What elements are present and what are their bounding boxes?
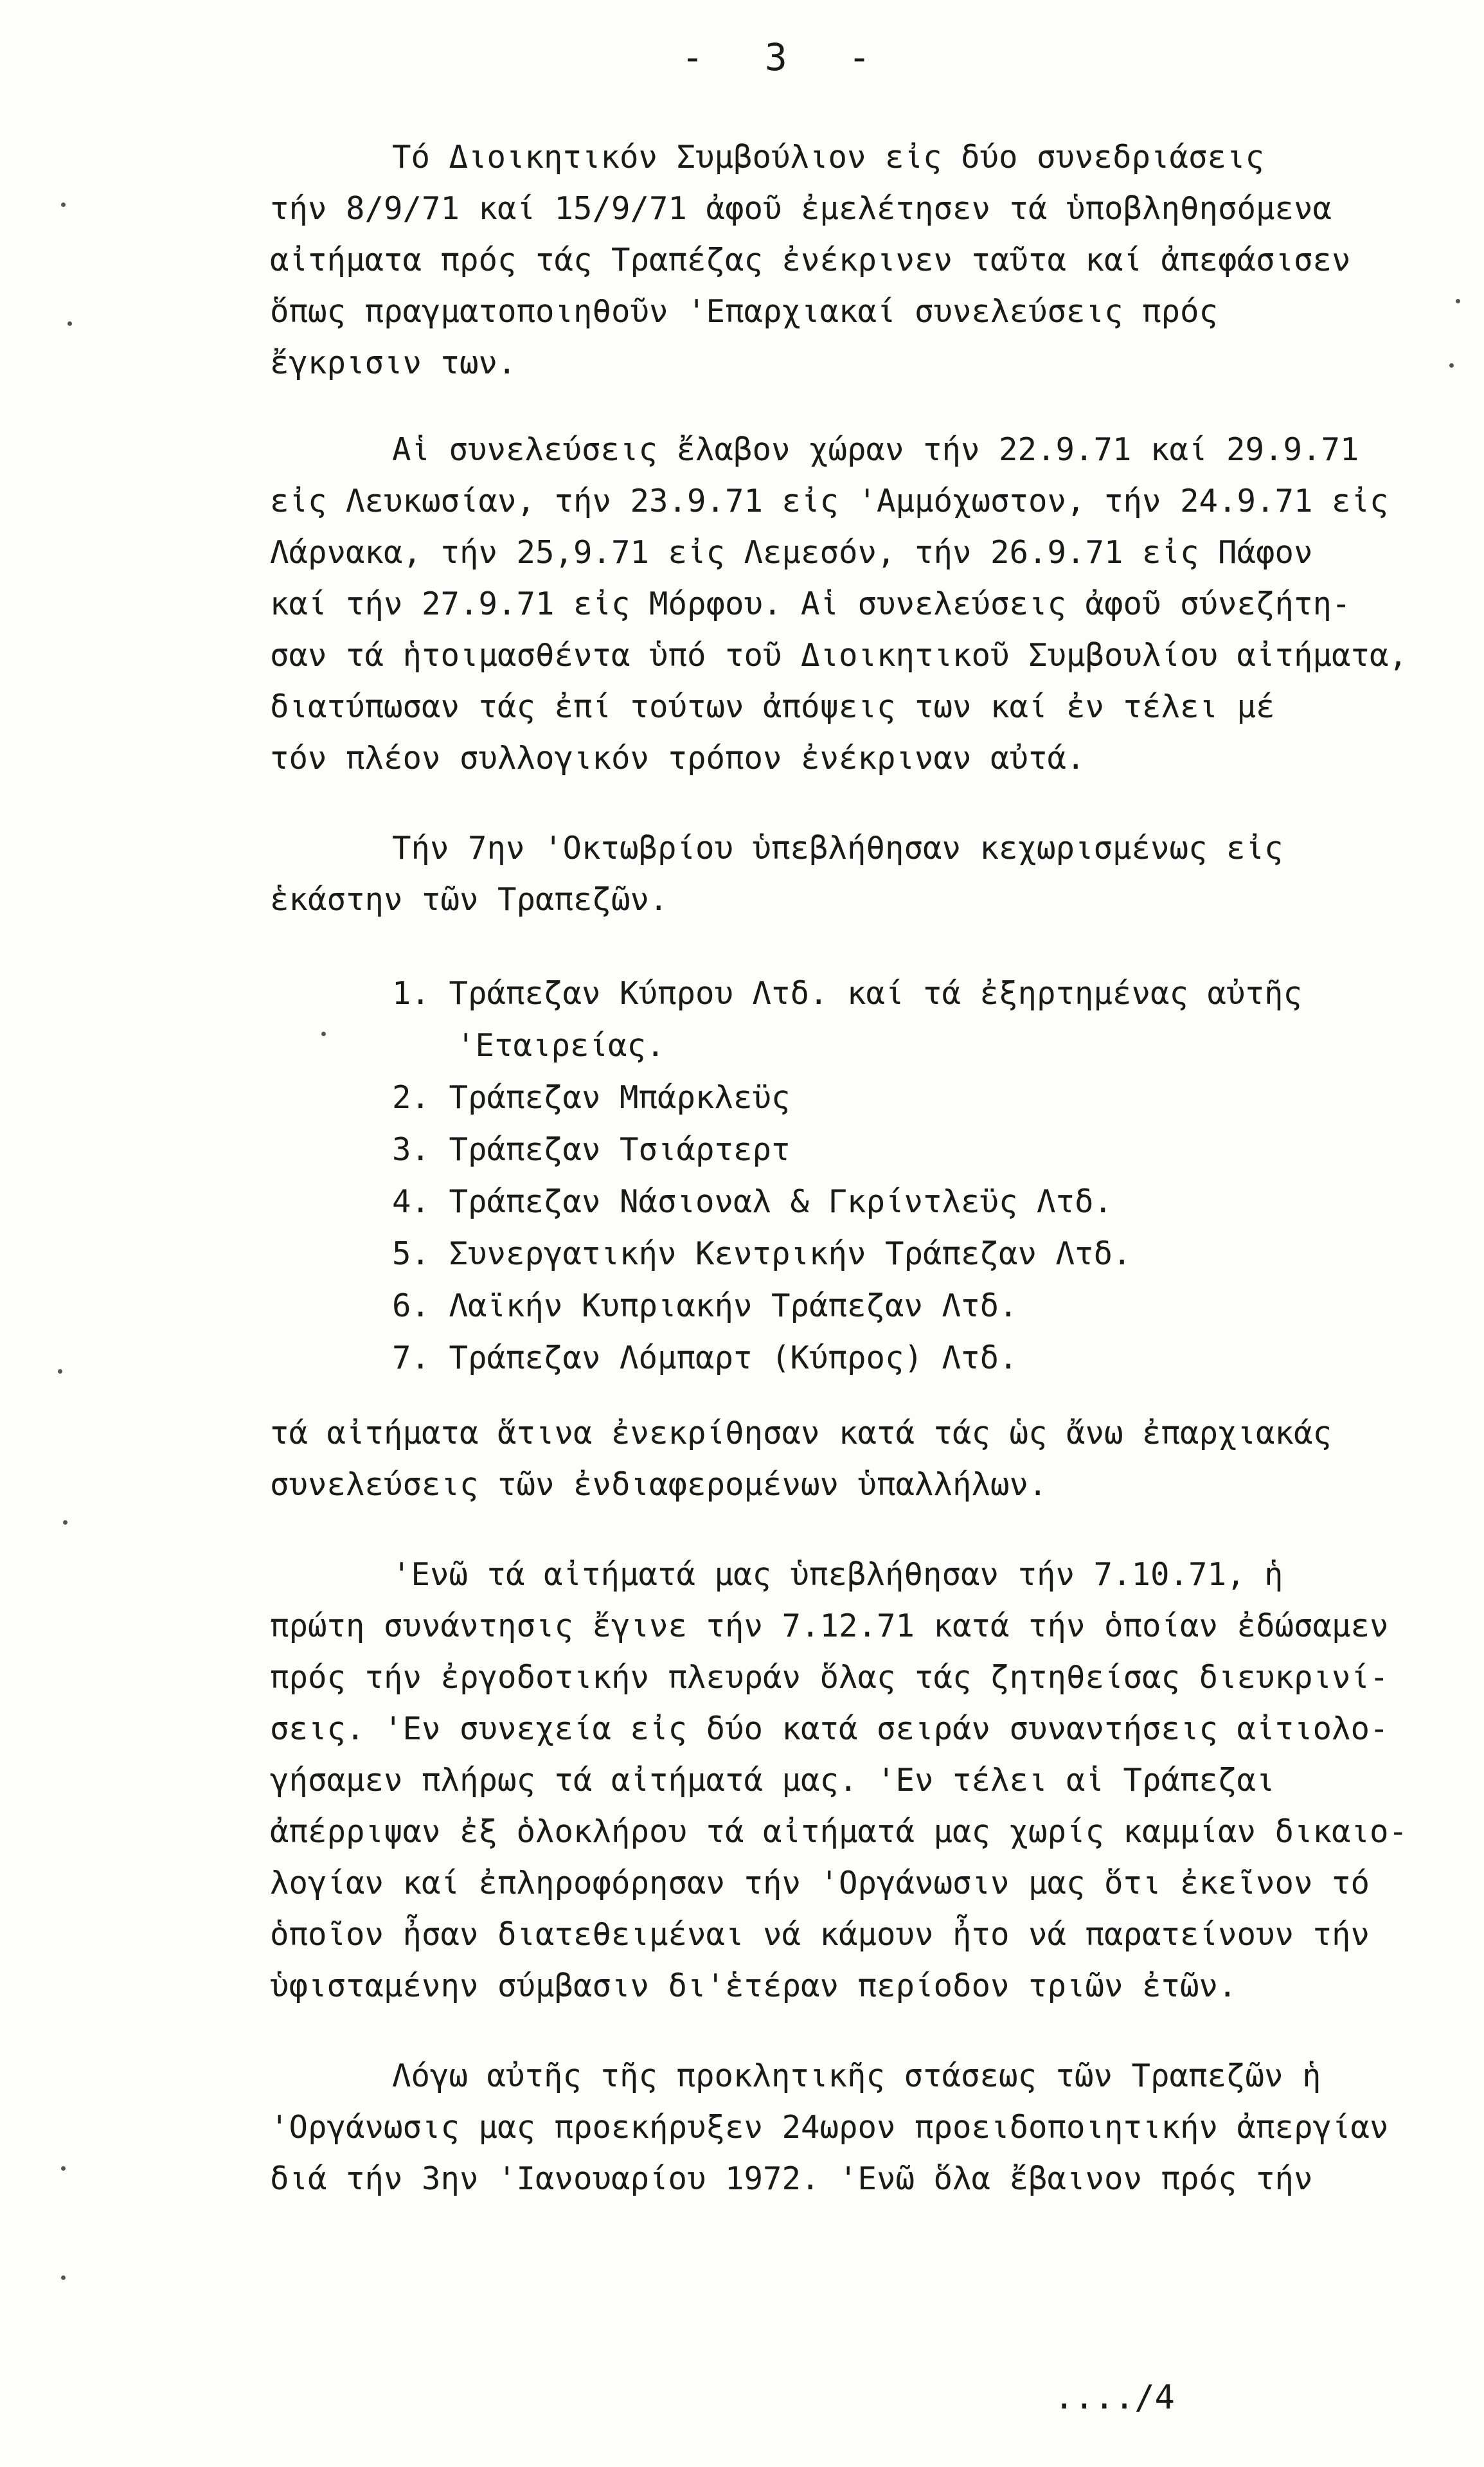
scan-speck xyxy=(63,1520,67,1525)
paragraph-approved-demands xyxy=(270,1408,1453,1511)
paragraph-district-assemblies xyxy=(270,424,1453,784)
text-line: διά τήν 3ην 'Ιανουαρίου 1972. 'Ενῶ ὅλα ἔβαινον πρός τήν xyxy=(270,2160,1313,2197)
text-line: 'Ενῶ τά αἰτήματά μας ὑπεβλήθησαν τήν 7.10.71, ἡ xyxy=(392,1556,1283,1593)
scan-speck xyxy=(61,202,66,207)
page-number: - 3 - xyxy=(681,35,890,79)
text-line: ἑκάστην τῶν Τραπεζῶν. xyxy=(270,881,668,918)
continuation-marker: ..../4 xyxy=(1054,2378,1175,2417)
scan-speck xyxy=(58,1369,62,1374)
scan-speck xyxy=(1449,363,1454,368)
text-line: τά αἰτήματα ἅτινα ἐνεκρίθησαν κατά τάς ὡς ἄνω ἐπαρχιακάς xyxy=(270,1415,1332,1451)
text-line: Αἱ συνελεύσεις ἔλαβον χώραν τήν 22.9.71 καί 29.9.71 xyxy=(392,431,1359,468)
text-line: λογίαν καί ἐπληροφόρησαν τήν 'Οργάνωσιν μας ὅτι ἐκεῖνον τό xyxy=(270,1865,1370,1901)
paragraph-board-meetings xyxy=(270,132,1453,389)
text-line: ἔγκρισιν των. xyxy=(270,345,517,381)
scan-speck xyxy=(67,321,72,326)
text-line: ἀπέρριψαν ἐξ ὁλοκλήρου τά αἰτήματά μας χωρίς καμμίαν δικαιο- xyxy=(270,1813,1408,1850)
text-line: τόν πλέον συλλογικόν τρόπον ἐνέκριναν αὐτά. xyxy=(270,740,1086,776)
text-line: αἰτήματα πρός τάς Τραπέζας ἐνέκρινεν ταῦτα καί ἀπεφάσισεν xyxy=(270,242,1351,278)
text-line: καί τήν 27.9.71 εἰς Μόρφου. Αἱ συνελεύσεις ἀφοῦ σύνεζήτη- xyxy=(270,586,1351,622)
text-line: εἰς Λευκωσίαν, τήν 23.9.71 εἰς 'Αμμόχωστον, τήν 24.9.71 εἰς xyxy=(270,483,1389,519)
list-item xyxy=(392,1228,1420,1280)
text-line: γήσαμεν πλήρως τά αἰτήματά μας. 'Εν τέλει αἱ Τράπεζαι xyxy=(270,1762,1275,1799)
text-line: πρώτη συνάντησις ἔγινε τήν 7.12.71 κατά τήν ὁποίαν ἐδώσαμεν xyxy=(270,1608,1389,1644)
paragraph-negotiations xyxy=(270,1549,1453,2012)
list-item xyxy=(392,1176,1420,1228)
list-item-text: 7. Τράπεζαν Λόμπαρτ (Κύπρος) Λτδ. xyxy=(392,1340,1018,1376)
list-item xyxy=(392,1280,1420,1332)
list-item-text: 3. Τράπεζαν Τσιάρτερτ xyxy=(392,1131,791,1168)
text-line: συνελεύσεις τῶν ἐνδιαφερομένων ὑπαλλήλων. xyxy=(270,1466,1048,1503)
list-item-continuation: 'Εταιρείας. xyxy=(456,1027,665,1064)
text-line: Λάρνακα, τήν 25,9.71 εἰς Λεμεσόν, τήν 26.9.71 εἰς Πάφον xyxy=(270,534,1313,571)
list-item xyxy=(392,967,1420,1072)
text-line: Τήν 7ην 'Οκτωβρίου ὑπεβλήθησαν κεχωρισμένως εἰς xyxy=(392,830,1283,866)
scan-speck xyxy=(61,2166,66,2171)
list-item-text: 2. Τράπεζαν Μπάρκλεϋς xyxy=(392,1079,791,1116)
text-line: 'Οργάνωσις μας προεκήρυξεν 24ωρον προειδοποιητικήν ἀπεργίαν xyxy=(270,2109,1389,2146)
text-line: ὑφισταμένην σύμβασιν δι'ἑτέραν περίοδον τριῶν ἐτῶν. xyxy=(270,1968,1237,2004)
list-item-text: 4. Τράπεζαν Νάσιοναλ & Γκρίντλεϋς Λτδ. xyxy=(392,1183,1113,1220)
bank-list xyxy=(392,967,1420,1384)
paragraph-submission xyxy=(270,823,1453,926)
paragraph-strike xyxy=(270,2050,1453,2205)
list-item xyxy=(392,1332,1420,1384)
text-line: σαν τά ἡτοιμασθέντα ὑπό τοῦ Διοικητικοῦ Συμβουλίου αἰτήματα, xyxy=(270,637,1408,674)
list-item-text: 1. Τράπεζαν Κύπρου Λτδ. καί τά ἐξηρτημένας αὐτῆς xyxy=(392,975,1303,1012)
text-line: σεις. 'Εν συνεχεία εἰς δύο κατά σειράν συναντήσεις αἰτιολο- xyxy=(270,1710,1389,1747)
text-line: ὅπως πραγματοποιηθοῦν 'Επαρχιακαί συνελεύσεις πρός xyxy=(270,293,1219,330)
scan-speck xyxy=(61,2275,66,2280)
scan-speck xyxy=(1456,299,1460,303)
scan-speck xyxy=(321,1032,326,1036)
list-item xyxy=(392,1124,1420,1176)
text-line: τήν 8/9/71 καί 15/9/71 ἀφοῦ ἐμελέτησεν τά ὑποβληθησόμενα xyxy=(270,190,1332,227)
text-line: Τό Διοικητικόν Συμβούλιον εἰς δύο συνεδριάσεις xyxy=(392,139,1265,175)
text-line: πρός τήν ἐργοδοτικήν πλευράν ὅλας τάς ζητηθείσας διευκρινί- xyxy=(270,1659,1389,1696)
list-item xyxy=(392,1072,1420,1124)
text-line: Λόγω αὐτῆς τῆς προκλητικῆς στάσεως τῶν Τραπεζῶν ἡ xyxy=(392,2058,1321,2094)
list-item-text: 5. Συνεργατικήν Κεντρικήν Τράπεζαν Λτδ. xyxy=(392,1235,1132,1272)
list-item-text: 6. Λαϊκήν Κυπριακήν Τράπεζαν Λτδ. xyxy=(392,1287,1018,1324)
text-line: ὁποῖον ἦσαν διατεθειμέναι νά κάμουν ἦτο νά παρατείνουν τήν xyxy=(270,1916,1370,1953)
text-line: διατύπωσαν τάς ἐπί τούτων ἀπόψεις των καί ἐν τέλει μέ xyxy=(270,688,1275,725)
